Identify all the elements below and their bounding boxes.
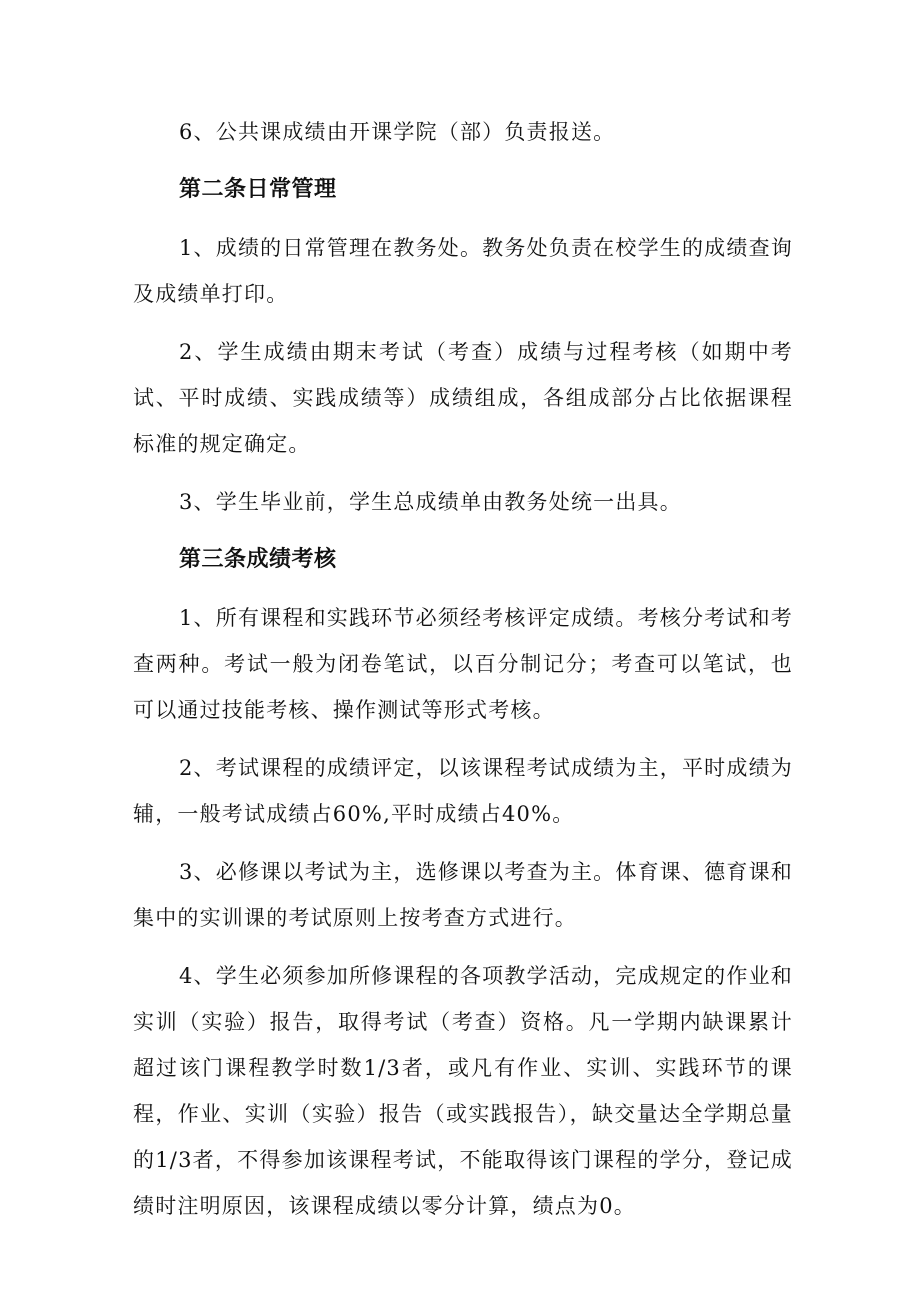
paragraph-public-course-scores: 6、公共课成绩由开课学院（部）负责报送。: [179, 120, 616, 144]
heading-article-2-daily-management: 第二条日常管理: [179, 177, 337, 202]
paragraph-assessment-1: 1、所有课程和实践环节必须经考核评定成绩。考核分考试和考查两种。考试一般为闭卷笔试，以百分制记分；考查可以笔试，也可以通过技能考核、操作测试等形式考核。: [133, 606, 793, 722]
paragraph-assessment-3: 3、必修课以考试为主，选修课以考查为主。体育课、德育课和集中的实训课的考试原则上按考查方式进行。: [133, 860, 793, 930]
paragraph-daily-management-3: 3、学生毕业前，学生总成绩单由教务处统一出具。: [179, 490, 682, 514]
paragraph-assessment-2: 2、考试课程的成绩评定，以该课程考试成绩为主，平时成绩为辅，一般考试成绩占60%,平时成绩占40%。: [133, 756, 793, 826]
document-body: [133, 109, 793, 1241]
heading-article-3-score-assessment: 第三条成绩考核: [179, 547, 337, 572]
paragraph-daily-management-2: 2、学生成绩由期末考试（考查）成绩与过程考核（如期中考试、平时成绩、实践成绩等）成绩组成，各组成部分占比依据课程标准的规定确定。: [133, 340, 793, 456]
paragraph-daily-management-1: 1、成绩的日常管理在教务处。教务处负责在校学生的成绩查询及成绩单打印。: [133, 236, 793, 306]
paragraph-assessment-4: 4、学生必须参加所修课程的各项教学活动，完成规定的作业和实训（实验）报告，取得考试（考查）资格。凡一学期内缺课累计超过该门课程教学时数1/3者，或凡有作业、实训、实践环节的课程，作业、实训（实验）报告（或实践报告），缺交量达全学期总量的1/3者，不得参加该课程考试，不能取得该门课程的学分，登记成绩时注明原因，该课程成绩以零分计算，绩点为0。: [133, 964, 793, 1218]
